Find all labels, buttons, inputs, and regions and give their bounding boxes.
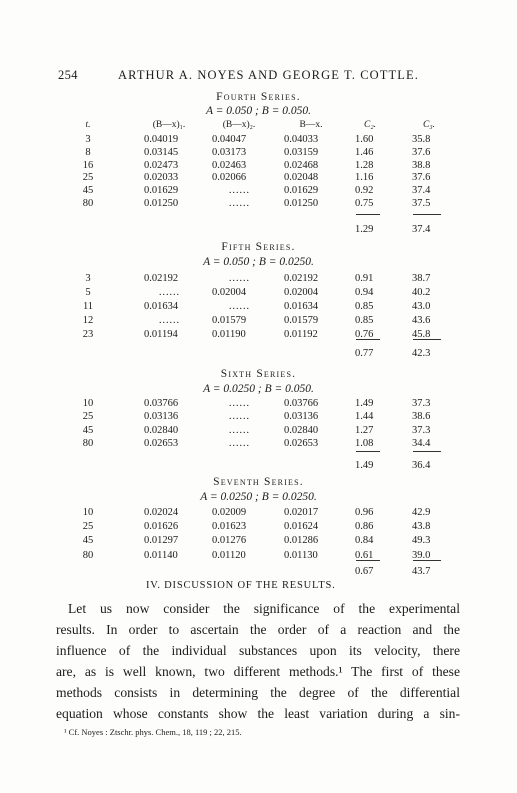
table-cell: 25 [82, 172, 94, 184]
paragraph-line: results. In order to ascertain the order of a reaction and the [56, 622, 460, 637]
table-cell: 0.01192 [284, 329, 318, 340]
table-cell: 1.46 [355, 146, 374, 158]
table-cell: 0.04019 [144, 134, 179, 145]
table-cell: 1.08 [355, 438, 374, 450]
table-cell: 0.02004 [284, 287, 319, 298]
table-cell: 0.02473 [144, 159, 179, 171]
mean-value: 42.3 [412, 348, 431, 359]
table-cell: 39.0 [412, 549, 431, 561]
table-cell: 0.04033 [284, 134, 319, 145]
table-cell: 45 [82, 535, 94, 547]
table-cell: 37.6 [412, 172, 431, 184]
mean-rule [413, 214, 441, 215]
table-cell: 45 [82, 185, 94, 197]
table-cell: 37.3 [412, 424, 431, 436]
table-cell: 0.03136 [284, 411, 319, 423]
running-head: ARTHUR A. NOYES AND GEORGE T. COTTLE. [118, 68, 419, 82]
mean-value: 0.77 [355, 348, 374, 359]
table-cell: 0.76 [355, 329, 374, 340]
table-cell: 8 [85, 146, 91, 158]
table-cell: 0.02463 [212, 159, 247, 171]
table-cell: 1.49 [355, 398, 374, 409]
table-cell: 0.01623 [212, 521, 247, 533]
table-cell: 5 [85, 287, 91, 298]
table-cell: 0.96 [355, 507, 374, 518]
table-cell: 0.01250 [144, 198, 179, 209]
table-cell: 38.7 [412, 273, 431, 284]
paragraph-line: are, as is well known, two different methods.¹ The first of these [56, 664, 460, 679]
table-cell: 25 [82, 521, 94, 533]
table-cell: 0.02653 [284, 438, 319, 450]
series-title: Fifth Series. [221, 241, 296, 253]
table-cell: 1.27 [355, 424, 374, 436]
series-title: Fourth Series. [216, 91, 301, 103]
table-cell: 0.02024 [144, 507, 179, 518]
mean-rule [356, 214, 380, 215]
table-cell: 80 [82, 549, 94, 561]
table-cell: 40.2 [412, 287, 431, 298]
table-cell: 0.01629 [284, 185, 319, 197]
series-conditions: A = 0.050 ; B = 0.0250. [203, 256, 314, 268]
table-cell: 0.01579 [212, 315, 247, 326]
table-cell: 80 [82, 438, 94, 450]
table-cell: 0.75 [355, 198, 374, 209]
table-cell: 0.02468 [284, 159, 319, 171]
mean-value: 37.4 [412, 224, 431, 235]
table-cell: 45.8 [412, 329, 431, 340]
table-cell: 43.8 [412, 521, 431, 533]
table-cell: 0.02192 [284, 273, 319, 284]
column-header: C₂. [363, 120, 376, 130]
table-cell: 0.02192 [144, 273, 179, 284]
table-cell: 0.01130 [284, 549, 318, 561]
table-cell: …… [158, 287, 180, 298]
table-cell: 0.92 [355, 185, 374, 197]
table-cell: …… [228, 411, 250, 423]
table-cell: 10 [82, 398, 94, 409]
table-cell: 11 [82, 301, 94, 312]
table-cell: 23 [82, 329, 94, 340]
table-cell: 1.60 [355, 134, 374, 145]
paragraph-line: Let us now consider the significance of the experimental [68, 601, 460, 616]
table-cell: 0.01579 [284, 315, 319, 326]
table-cell: 35.8 [412, 134, 431, 145]
table-cell: 1.28 [355, 159, 374, 171]
mean-rule [413, 451, 441, 452]
table-cell: 0.85 [355, 301, 374, 312]
table-cell: 0.02009 [212, 507, 247, 518]
table-cell: 0.03136 [144, 411, 179, 423]
table-cell: 0.03173 [212, 146, 247, 158]
table-cell: 37.5 [412, 198, 431, 209]
table-cell: 0.01626 [144, 521, 179, 533]
table-cell: 38.8 [412, 159, 431, 171]
paragraph-line: equation whose constants show the least variation during a sin- [56, 706, 460, 721]
table-cell: 0.01194 [144, 329, 178, 340]
page-number: 254 [58, 68, 78, 82]
table-cell: …… [228, 424, 250, 436]
table-cell: 16 [82, 159, 94, 171]
series-conditions: A = 0.050 ; B = 0.050. [205, 105, 312, 117]
table-cell: 0.86 [355, 521, 374, 533]
table-cell: 37.6 [412, 146, 431, 158]
body-paragraph [56, 598, 460, 724]
table-cell: 0.03145 [144, 146, 179, 158]
table-cell: 3 [85, 134, 91, 145]
table-cell: 42.9 [412, 507, 431, 518]
table-cell: 0.01120 [212, 549, 246, 561]
table-cell: 0.02653 [144, 438, 179, 450]
table-cell: 43.6 [412, 315, 431, 326]
series-title: Sixth Series. [220, 368, 297, 380]
paragraph-line: influence of the individual substances upon its velocity, there [56, 643, 460, 658]
table-cell: 0.02066 [212, 172, 247, 184]
table-cell: 0.02840 [284, 424, 319, 436]
table-cell: 0.04047 [212, 134, 247, 145]
table-cell: 0.01190 [212, 329, 246, 340]
mean-value: 1.29 [355, 224, 374, 235]
series-title: Seventh Series. [213, 476, 304, 488]
table-cell: 0.02017 [284, 507, 319, 518]
table-cell: 0.02840 [144, 424, 179, 436]
table-cell: 37.3 [412, 398, 431, 409]
table-cell: 38.6 [412, 411, 431, 423]
table-cell: 0.01629 [144, 185, 179, 197]
column-header: (B—x)₂. [222, 120, 256, 130]
series-conditions: A = 0.0250 ; B = 0.050. [203, 383, 314, 395]
table-cell: 0.01276 [212, 535, 247, 547]
table-cell: 0.03766 [144, 398, 179, 409]
column-header: C₃. [422, 120, 435, 130]
mean-value: 1.49 [355, 460, 374, 471]
column-header: t. [85, 120, 91, 130]
table-cell: …… [228, 273, 250, 284]
table-cell: 0.01140 [144, 549, 178, 561]
section-heading: IV. DISCUSSION OF THE RESULTS. [146, 580, 336, 591]
table-cell: 49.3 [412, 535, 431, 547]
table-cell: 0.94 [355, 287, 374, 298]
paragraph-line: methods consists in determining the degree of the differential [56, 685, 460, 700]
table-cell: 10 [82, 507, 94, 518]
table-cell: 0.02048 [284, 172, 319, 184]
footnote: ¹ Cf. Noyes : Ztschr. phys. Chem., 18, 119 ; 22, 215. [64, 727, 242, 737]
table-cell: …… [228, 398, 250, 409]
table-cell: 0.91 [355, 273, 374, 284]
table-cell: 25 [82, 411, 94, 423]
table-cell: …… [228, 301, 250, 312]
column-header: (B—x)₁. [152, 120, 186, 130]
table-cell: 3 [85, 273, 91, 284]
table-cell: 0.02004 [212, 287, 247, 298]
table-cell: 1.16 [355, 172, 374, 184]
table-cell: 12 [82, 315, 94, 326]
table-cell: 0.84 [355, 535, 374, 547]
mean-rule [356, 560, 380, 561]
table-cell: 0.03766 [284, 398, 319, 409]
table-cell: 0.02033 [144, 172, 179, 184]
table-cell: 1.44 [355, 411, 374, 423]
table-cell: 37.4 [412, 185, 431, 197]
table-cell: 0.01634 [284, 301, 319, 312]
mean-value: 36.4 [412, 460, 431, 471]
table-cell: 45 [82, 424, 94, 436]
table-cell: 43.0 [412, 301, 431, 312]
table-cell: 0.01634 [144, 301, 179, 312]
series-conditions: A = 0.0250 ; B = 0.0250. [200, 491, 317, 503]
table-cell: 0.01286 [284, 535, 319, 547]
mean-rule [413, 560, 441, 561]
mean-rule [356, 339, 380, 340]
mean-rule [413, 339, 441, 340]
mean-value: 0.67 [355, 566, 374, 577]
mean-rule [356, 451, 380, 452]
mean-value: 43.7 [412, 566, 431, 577]
table-cell: 80 [82, 198, 94, 209]
table-cell: 0.85 [355, 315, 374, 326]
table-cell: …… [228, 185, 250, 197]
table-cell: 0.61 [355, 549, 374, 561]
table-cell: 0.01297 [144, 535, 179, 547]
table-cell: …… [228, 198, 250, 209]
table-cell: …… [158, 315, 180, 326]
table-cell: 34.4 [412, 438, 431, 450]
table-cell: 0.01250 [284, 198, 319, 209]
table-cell: …… [228, 438, 250, 450]
column-header: B—x. [299, 120, 323, 130]
table-cell: 0.01624 [284, 521, 319, 533]
table-cell: 0.03159 [284, 146, 319, 158]
